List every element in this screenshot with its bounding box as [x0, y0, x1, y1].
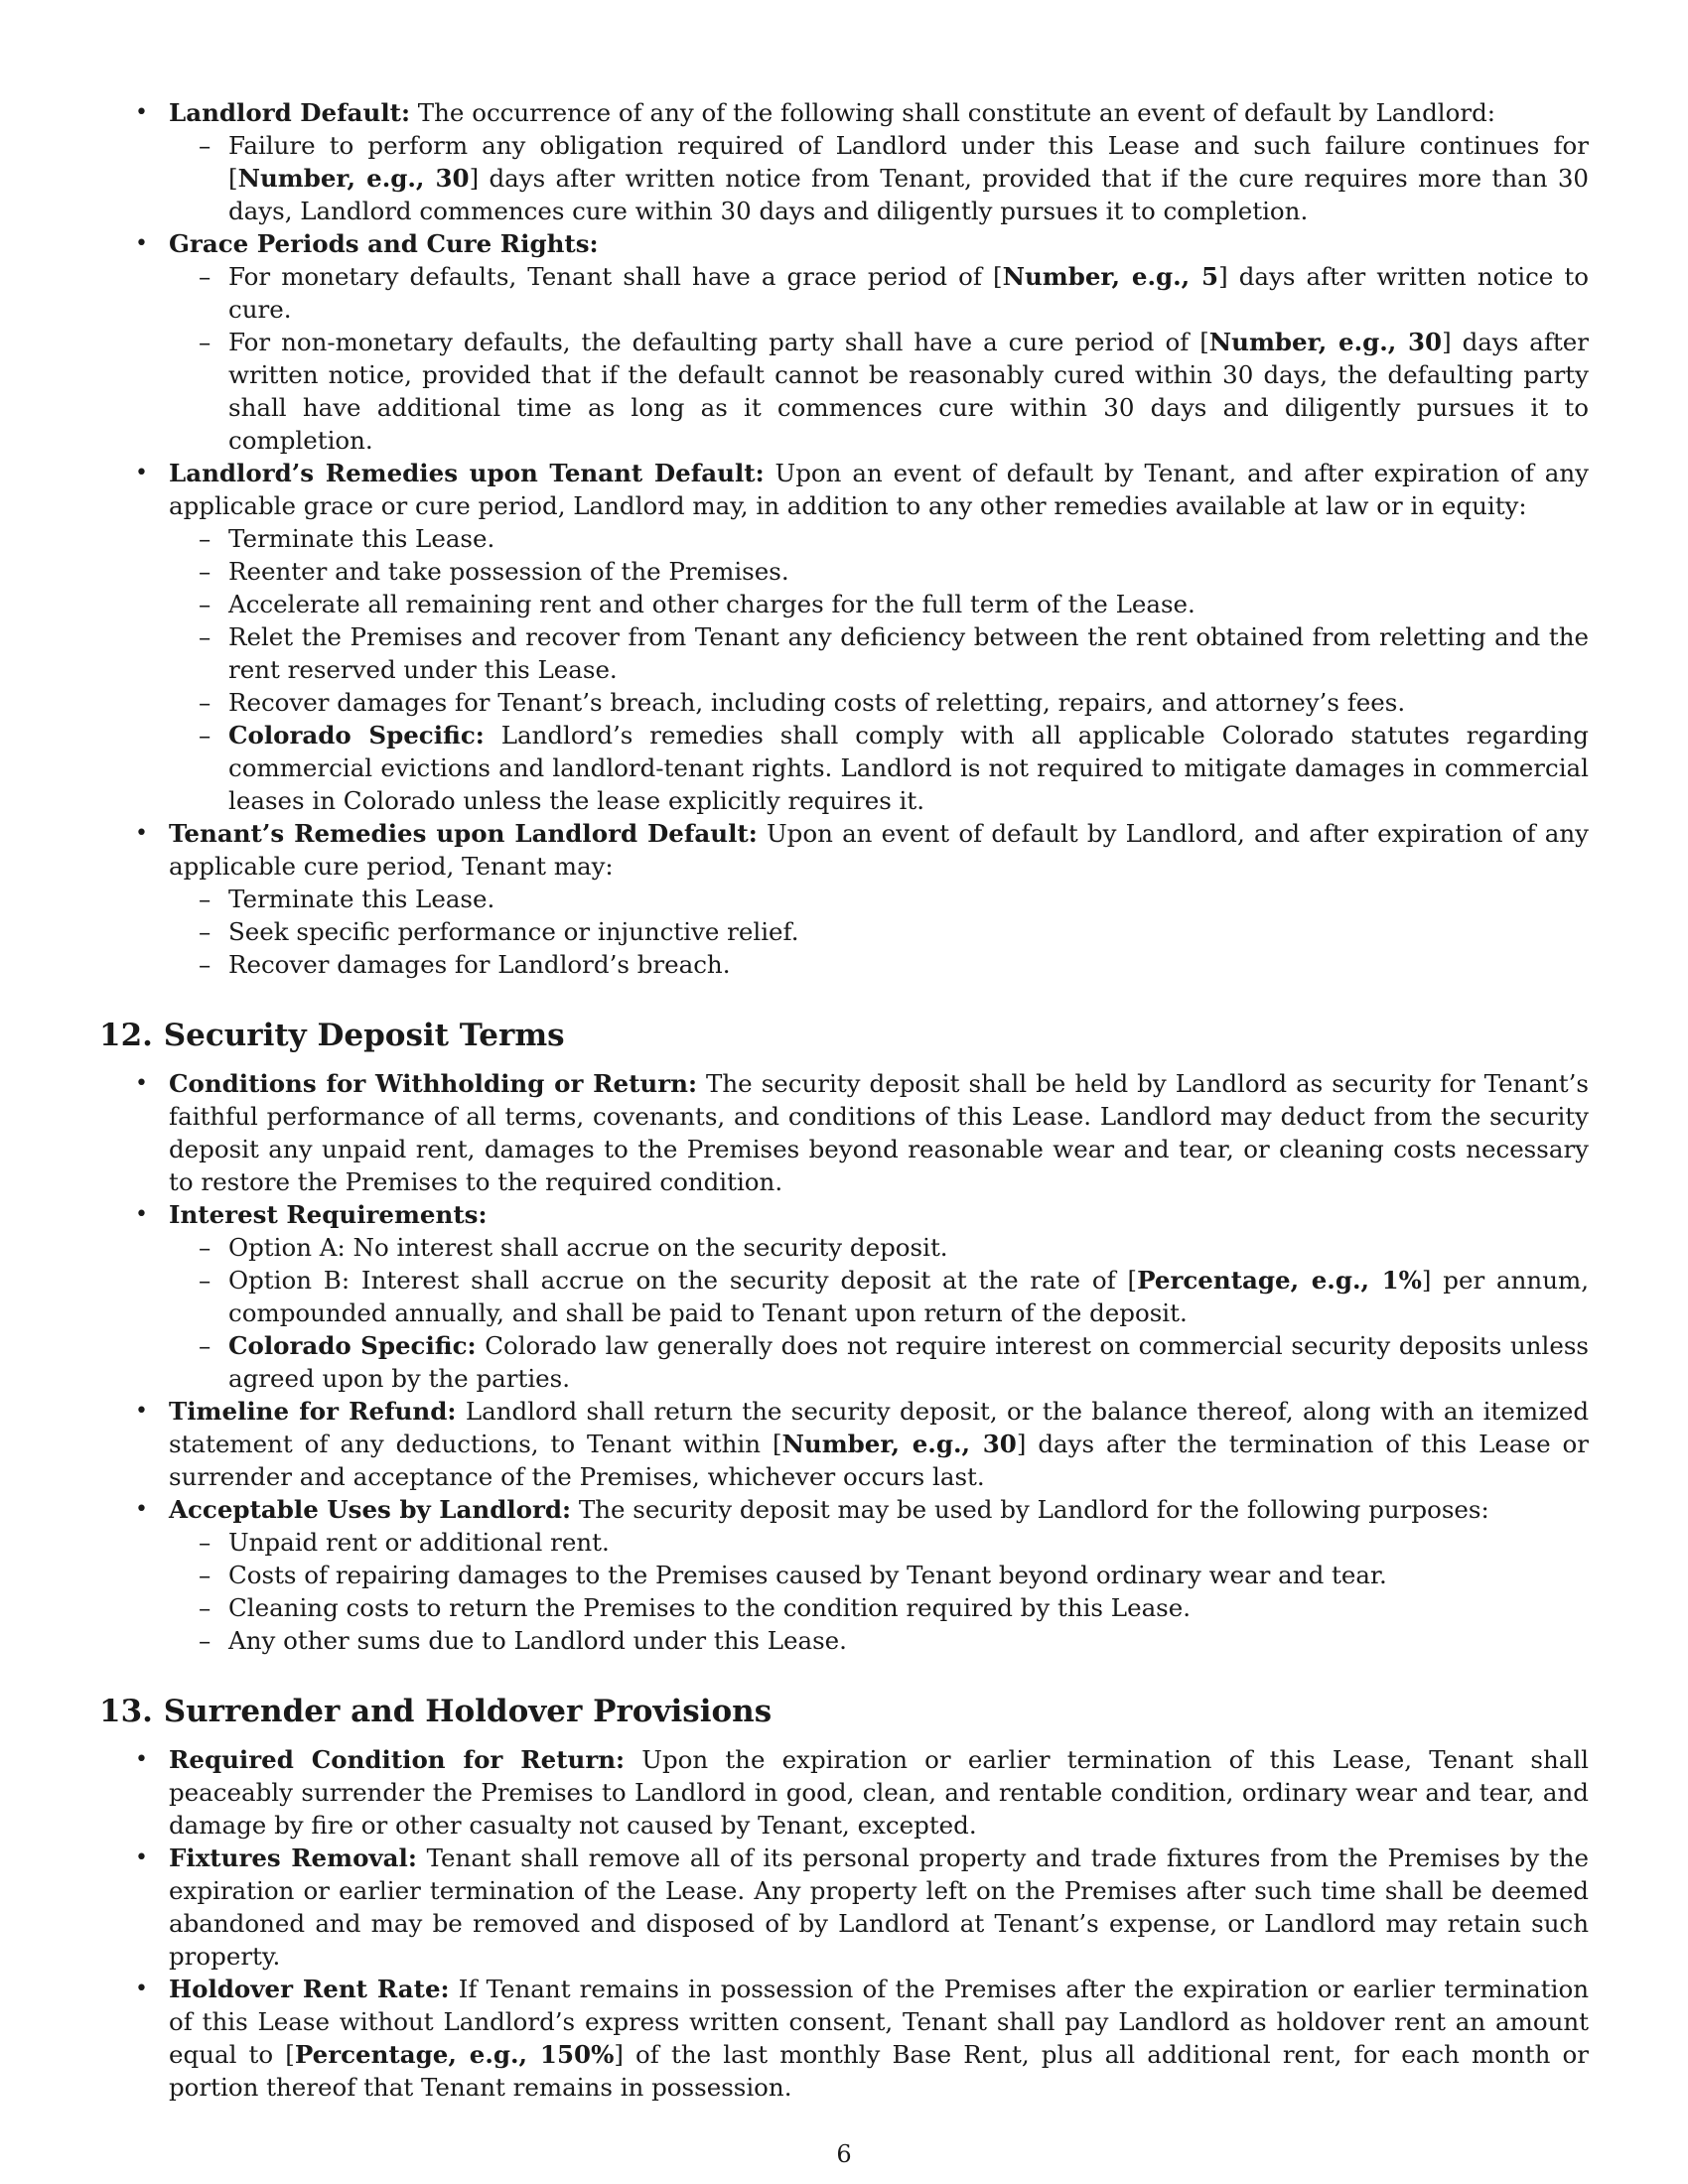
sub-text: Colorado law generally does not require interest on commercial security deposits unless agreed upon by the parties. — [228, 1331, 1589, 1393]
sub-text: For non-monetary defaults, the defaulting party shall have a cure period of [ — [228, 328, 1209, 356]
item-text: Upon an event of default by Tenant, and after expiration of any applicable grace or cure period, Landlord may, in addition to any other remedies available at law or in equity: — [169, 459, 1589, 520]
item-label: Fixtures Removal: — [169, 1843, 417, 1872]
sub-text: Option B: Interest shall accrue on the security deposit at the rate of [ — [228, 1266, 1138, 1295]
sub-item: – Any other sums due to Landlord under this Lease. — [169, 1624, 1589, 1657]
sub-item: – Accelerate all remaining rent and other charges for the full term of the Lease. — [169, 588, 1589, 620]
section-12-heading: 12. Security Deposit Terms — [99, 1018, 565, 1053]
sub-item: – Reenter and take possession of the Premises. — [169, 555, 1589, 588]
section-13-list — [99, 1743, 1589, 2104]
section-12-list — [99, 1067, 1589, 1657]
placeholder-text: Number, e.g., 30 — [1208, 328, 1443, 356]
uses-item — [99, 1493, 1589, 1657]
item-label: Timeline for Refund: — [169, 1397, 457, 1426]
grace-periods-item — [99, 227, 1589, 457]
item-label: Acceptable Uses by Landlord: — [169, 1495, 572, 1524]
fixtures-item — [99, 1842, 1589, 1973]
sub-item — [169, 260, 1589, 326]
item-label: Required Condition for Return: — [169, 1745, 626, 1774]
sub-item — [169, 1329, 1589, 1395]
sub-label: Colorado Specific: — [228, 721, 485, 750]
sub-item: – Costs of repairing damages to the Premises caused by Tenant beyond ordinary wear and tear. — [169, 1559, 1589, 1591]
item-label: Conditions for Withholding or Return: — [169, 1069, 698, 1098]
sub-item — [169, 129, 1589, 227]
item-label: Grace Periods and Cure Rights: — [169, 229, 599, 258]
sub-text: ] per annum, compounded annually, and shall be paid to Tenant upon return of the deposit. — [228, 1266, 1590, 1327]
sub-text: ] days after written notice to cure. — [228, 262, 1589, 324]
item-text: ] of the last monthly Base Rent, plus all additional rent, for each month or portion thereof that Tenant remains in possession. — [169, 2040, 1589, 2102]
sub-text: Failure to perform any obligation required of Landlord under this Lease and such failure continues for [ — [228, 131, 1589, 193]
item-label: Landlord’s Remedies upon Tenant Default: — [169, 459, 765, 487]
conditions-item — [99, 1067, 1589, 1198]
sub-item: – Seek specific performance or injunctive relief. — [169, 915, 1589, 948]
sub-item: – Recover damages for Tenant’s breach, including costs of reletting, repairs, and attorney’s fees. — [169, 686, 1589, 719]
sub-text: Landlord’s remedies shall comply with all applicable Colorado statutes regarding commercial evictions and landlord-tenant rights. Landlord is not required to mitigate damages in commercial leases in Colorado unless the lease explicitly requires it. — [228, 721, 1589, 815]
item-text: ] days after the termination of this Lease or surrender and acceptance of the Premises, whichever occurs last. — [169, 1430, 1590, 1491]
tenant-remedies-sublist — [169, 883, 1589, 981]
holdover-item — [99, 1973, 1589, 2104]
item-label: Holdover Rent Rate: — [169, 1975, 450, 2003]
item-text: Upon an event of default by Landlord, and after expiration of any applicable cure period, Tenant may: — [169, 819, 1589, 881]
item-label: Landlord Default: — [169, 98, 410, 127]
item-text: The security deposit shall be held by Landlord as security for Tenant’s faithful performance of all terms, covenants, and conditions of this Lease. Landlord may deduct from the security deposit any unpaid rent, damages to the Premises beyond reasonable wear and tear, or cleaning costs necessary to restore the Premises to the required condition. — [169, 1069, 1589, 1196]
sub-item: – Terminate this Lease. — [169, 883, 1589, 915]
sub-item: – Unpaid rent or additional rent. — [169, 1526, 1589, 1559]
document-body — [99, 96, 1589, 2104]
landlord-default-item — [99, 96, 1589, 227]
sub-item: – Option A: No interest shall accrue on the security deposit. — [169, 1231, 1589, 1264]
item-label: Interest Requirements: — [169, 1200, 488, 1229]
sub-label: Colorado Specific: — [228, 1331, 477, 1360]
sub-text: ] days after written notice, provided that if the default cannot be reasonably cured within 30 days, the defaulting party shall have additional time as long as it commences cure within 30 days and diligently pursues it to completion. — [228, 328, 1590, 455]
uses-sublist — [169, 1526, 1589, 1657]
page-number: 6 — [836, 2140, 852, 2168]
sub-item: – Recover damages for Landlord’s breach. — [169, 948, 1589, 981]
placeholder-text: Number, e.g., 30 — [237, 164, 470, 193]
sub-item — [169, 1264, 1589, 1329]
sub-text: ] days after written notice from Tenant, provided that if the cure requires more than 30 days, Landlord commences cure within 30 days and diligently pursues it to completion. — [228, 164, 1589, 225]
section-11-list — [99, 96, 1589, 981]
item-text: If Tenant remains in possession of the Premises after the expiration or earlier termination of this Lease without Landlord’s express written consent, Tenant shall pay Landlord as holdover rent an amount equal to [ — [169, 1975, 1589, 2069]
sub-text: For monetary defaults, Tenant shall have a grace period of [ — [228, 262, 1003, 291]
landlord-remedies-item — [99, 457, 1589, 817]
sub-item: – Relet the Premises and recover from Tenant any deficiency between the rent obtained from reletting and the rent reserved under this Lease. — [169, 620, 1589, 686]
item-text: Landlord shall return the security deposit, or the balance thereof, along with an itemized statement of any deductions, to Tenant within [ — [169, 1397, 1589, 1458]
tenant-remedies-item — [99, 817, 1589, 981]
interest-sublist — [169, 1231, 1589, 1395]
sub-item — [169, 719, 1589, 817]
item-text: The occurrence of any of the following shall constitute an event of default by Landlord: — [410, 98, 1496, 127]
grace-periods-sublist — [169, 260, 1589, 457]
sub-item — [169, 326, 1589, 457]
placeholder-text: Number, e.g., 5 — [1002, 262, 1219, 291]
interest-item — [99, 1198, 1589, 1395]
landlord-default-sublist — [169, 129, 1589, 227]
condition-item — [99, 1743, 1589, 1842]
landlord-remedies-sublist — [169, 522, 1589, 817]
item-text: The security deposit may be used by Landlord for the following purposes: — [571, 1495, 1489, 1524]
sub-item: – Terminate this Lease. — [169, 522, 1589, 555]
section-13-heading: 13. Surrender and Holdover Provisions — [99, 1694, 773, 1729]
item-text: Tenant shall remove all of its personal property and trade fixtures from the Premises by the expiration or earlier termination of the Lease. Any property left on the Premises after such time shall be deemed abandoned and may be removed and disposed of by Landlord at Tenant’s expense, or Landlord may retain such property. — [169, 1843, 1590, 1971]
item-text: Upon the expiration or earlier termination of this Lease, Tenant shall peaceably surrender the Premises to Landlord in good, clean, and rentable condition, ordinary wear and tear, and damage by fire or other casualty not caused by Tenant, excepted. — [169, 1745, 1590, 1840]
placeholder-text: Number, e.g., 30 — [781, 1430, 1017, 1458]
sub-item: – Cleaning costs to return the Premises to the condition required by this Lease. — [169, 1591, 1589, 1624]
placeholder-text: Percentage, e.g., 1% — [1137, 1266, 1422, 1295]
timeline-item — [99, 1395, 1589, 1493]
item-label: Tenant’s Remedies upon Landlord Default: — [169, 819, 758, 848]
placeholder-text: Percentage, e.g., 150% — [294, 2040, 615, 2069]
